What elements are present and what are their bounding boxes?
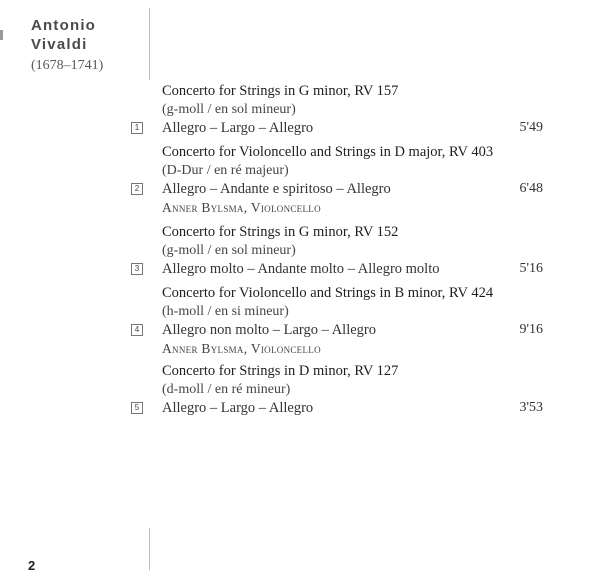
work-movements: Allegro – Largo – Allegro — [162, 400, 314, 416]
track-number-box[interactable]: 3 — [131, 263, 143, 275]
work-title: Concerto for Strings in G minor, RV 157 — [162, 83, 399, 99]
work-title: Concerto for Violoncello and Strings in D major, RV 403 — [162, 144, 494, 160]
composer-dates: (1678–1741) — [31, 58, 104, 73]
track-duration: 3'53 — [519, 400, 543, 415]
work-movements: Allegro non molto – Largo – Allegro — [162, 322, 376, 338]
work-movements: Allegro – Largo – Allegro — [162, 120, 314, 136]
work-movements: Allegro molto – Andante molto – Allegro molto — [162, 261, 440, 277]
work-title: Concerto for Violoncello and Strings in B minor, RV 424 — [162, 285, 494, 301]
page-number: 2 — [28, 558, 36, 573]
track-number-box[interactable]: 4 — [131, 324, 143, 336]
work-title: Concerto for Strings in G minor, RV 152 — [162, 224, 399, 240]
work-key: (D-Dur / en ré majeur) — [162, 163, 289, 178]
work-key: (d-moll / en ré mineur) — [162, 382, 291, 397]
track-number-box[interactable]: 5 — [131, 402, 143, 414]
performer-credit: Anner Bylsma, Violoncello — [162, 200, 321, 215]
performer-credit: Anner Bylsma, Violoncello — [162, 341, 321, 356]
divider-line-top — [149, 8, 150, 80]
composer-last-name: Vivaldi — [31, 36, 88, 53]
work-title: Concerto for Strings in D minor, RV 127 — [162, 363, 399, 379]
track-duration: 6'48 — [519, 181, 543, 196]
track-number-box[interactable]: 2 — [131, 183, 143, 195]
track-duration: 5'16 — [519, 261, 543, 276]
work-key: (g-moll / en sol mineur) — [162, 102, 296, 117]
work-movements: Allegro – Andante e spiritoso – Allegro — [162, 181, 391, 197]
track-duration: 9'16 — [519, 322, 543, 337]
work-key: (g-moll / en sol mineur) — [162, 243, 296, 258]
divider-line-bottom — [149, 528, 150, 570]
page-edge-mark — [0, 30, 3, 40]
track-duration: 5'49 — [519, 120, 543, 135]
composer-name — [31, 16, 96, 54]
composer-first-name: Antonio — [31, 17, 97, 34]
track-number-box[interactable]: 1 — [131, 122, 143, 134]
work-key: (h-moll / en si mineur) — [162, 304, 289, 319]
